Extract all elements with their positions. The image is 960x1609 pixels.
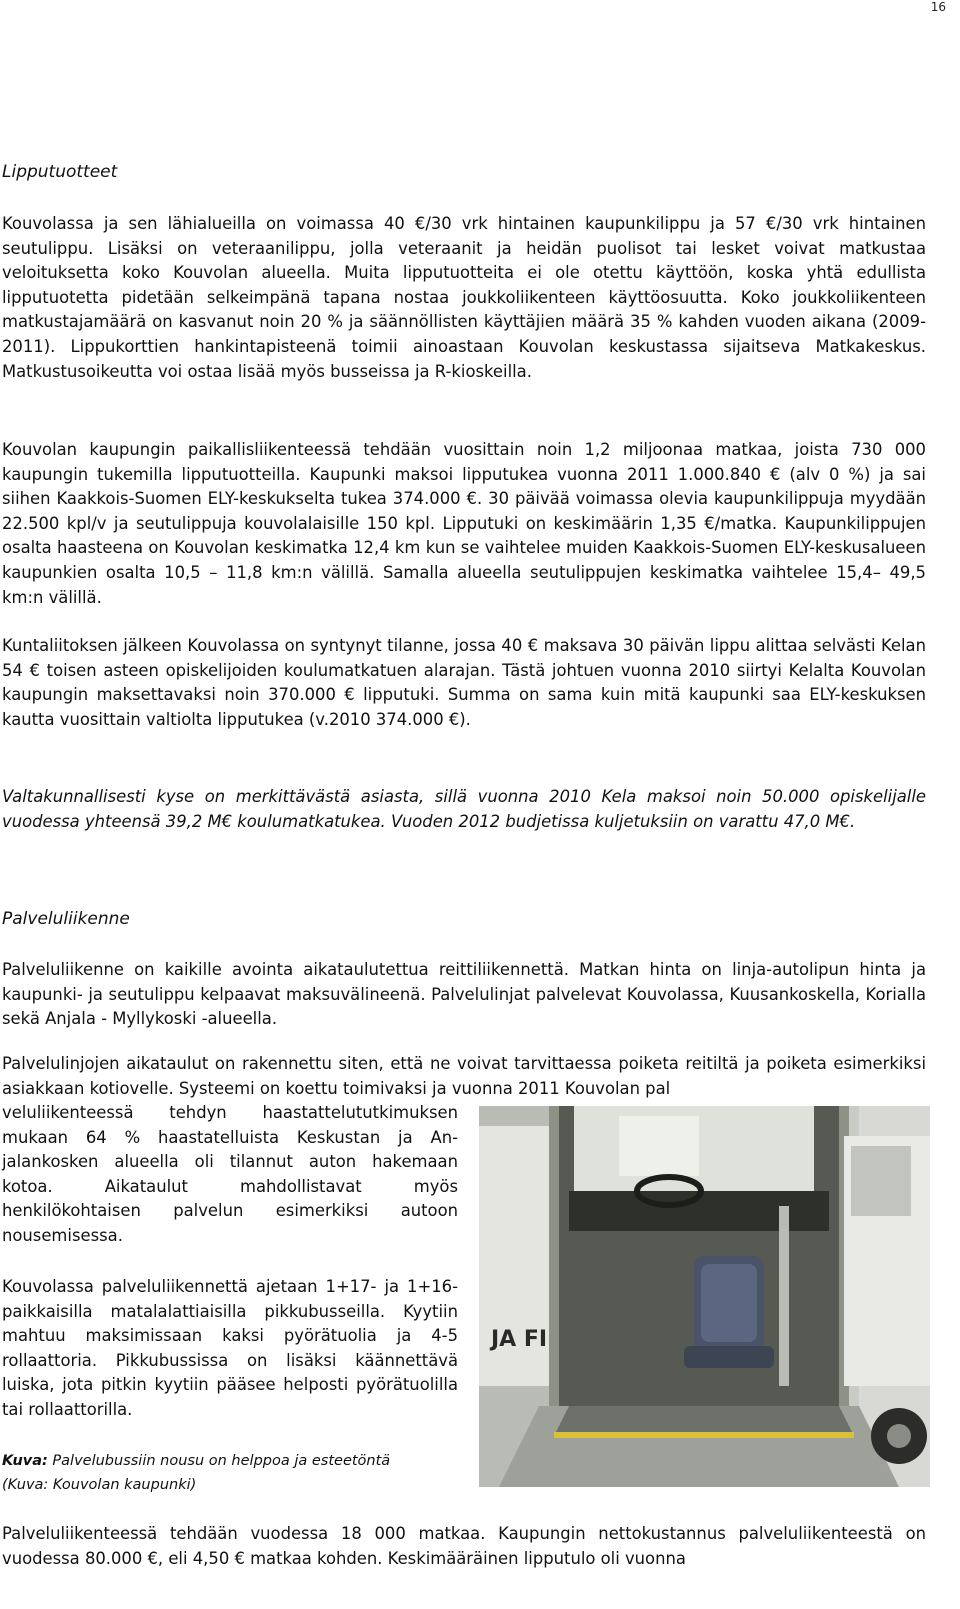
paragraph-minibus-info: Kouvolassa palveluliikennettä ajetaan 1+17- ja 1+16-paikkaisilla matalalattiaisilla pikkubusseilla. Kyytiin mahtuu maksimissaan kaksi pyörätuolia ja 4-5 rollaattoria. Pikkubussissa on lisäksi käännettävä luiska, jota pitkin kyytiin pääsee helposti pyörätuolilla tai rollaattorilla. [2, 1277, 458, 1419]
caption-credit: (Kuva: Kouvolan kaupunki) [2, 1477, 197, 1493]
paragraph-local-traffic: Kouvolan kaupungin paikallisliikenteessä tehdään vuosittain noin 1,2 miljoonaa matkaa, joista 730 000 kaupungin tukemilla lipputuotteilla. Kaupunki maksoi lipputukea vuonna 2011 1.000.840 € (alv 0 %) ja sai siihen Kaakkois-Suomen ELY-keskukselta tukea 374.000 €. 30 päivää voimassa olevia kaupunkilippuja myydään 22.500 kpl/v ja seutulippuja kouvolalaisille 150 kpl. Lipputuki on keskimäärin 1,35 €/matka. Kaupunkilippujen osalta haasteena on Kouvolan keskimatka 12,4 km kun se vaihtelee muiden Kaakkois-Suomen ELY-keskusalueen kaupunkien osalta 10,5 – 11,8 km:n välillä. Samalla alueella seutulippujen keskimatka vaihtelee 15,4– 49,5 km:n välillä. [2, 440, 926, 607]
photo-caption [2, 1449, 472, 1497]
page-number: 16 [930, 0, 946, 14]
paragraph-service-schedules: Palvelulinjojen aikataulut on rakennettu siten, että ne voivat tarvittaessa poiketa reitiltä ja poiketa esimerkiksi asiakkaan kotiovelle. Systeemi on koettu toimivaksi ja vuonna 2011 Kouvolan pal [2, 1054, 926, 1098]
service-bus-photo [479, 1106, 930, 1487]
paragraph-service-trips: Palveluliikenteessä tehdään vuodessa 18 000 matkaa. Kaupungin nettokustannus palveluliikenteestä on vuodessa 80.000 €, eli 4,50 € matkaa kohden. Keskimääräinen lipputulo oli vuonna [2, 1524, 926, 1568]
paragraph-tickets-intro: Kouvolassa ja sen lähialueilla on voimassa 40 €/30 vrk hintainen kaupunkilippu ja 57 €/30 vrk hintainen seutulippu. Lisäksi on veteraanilippu, jolla veteraanit ja heidän puolisot tai lesket voivat matkustaa veloituksetta koko Kouvolan alueella. Muita lipputuotteita ei ole otettu käyttöön, koska yhtä edullista lipputuotetta pidetään selkeimpänä tapana nostaa joukkoliikenteen käyttöosuutta. Koko joukkoliikenteen matkustajamäärä on kasvanut noin 20 % ja säännöllisten käyttäjien määrä 35 % kahden vuoden aikana (2009-2011). Lippukorttien hankintapisteenä toimii ainoastaan Kouvolan keskustassa sijaitseva Matkakeskus. Matkustusoikeutta voi ostaa lisää myös busseissa ja R-kioskeilla. [2, 214, 926, 381]
paragraph-service-traffic-intro: Palveluliikenne on kaikille avointa aikataulutettua reittiliikennettä. Matkan hinta on linja-autolipun hinta ja kaupunki- ja seutulippu kelpaavat maksuvälineenä. Palvelulinjat palvelevat Kouvolassa, Kuusankoskella, Korialla sekä Anjala - Myllykoski -alueella. [2, 960, 926, 1029]
photo-sign-text: JA FI [491, 1327, 548, 1352]
caption-label: Kuva: [2, 1453, 48, 1469]
paragraph-national-significance: Valtakunnallisesti kyse on merkittävästä asiasta, sillä vuonna 2010 Kela maksoi noin 50.000 opiskelijalle vuodessa yhteensä 39,2 M€ koulumatkatukea. Vuoden 2012 budjetissa kuljetuksiin on varattu 47,0 M€. [2, 787, 926, 831]
section-heading-lipputuotteet: Lipputuotteet [2, 162, 118, 182]
section-heading-palveluliikenne: Palveluliikenne [2, 909, 130, 929]
paragraph-municipal-merger: Kuntaliitoksen jälkeen Kouvolassa on syntynyt tilanne, jossa 40 € maksava 30 päivän lippu alittaa selvästi Kelan 54 € toisen asteen opiskelijoiden koulumatkatuen alarajan. Tästä johtuen vuonna 2010 siirtyi Kelalta Kouvolan kaupungin maksettavaksi noin 370.000 € lipputuki. Summa on sama kuin mitä kaupunki saa ELY-keskuksen kautta vuosittain valtiolta lipputukea (v.2010 374.000 €). [2, 636, 926, 729]
paragraph-service-schedules-continued: veluliikenteessä tehdyn haastattelututkimuksen mukaan 64 % haastatelluista Keskustan ja Anjalankosken alueella oli tilannut auton hakemaan kotoa. Aikataulut mahdollistavat myös henkilökohtaisen palvelun esimerkiksi autoon nousemisessa. [2, 1103, 458, 1245]
caption-text: Palvelubussiin nousu on helppoa ja esteetöntä [47, 1453, 391, 1469]
